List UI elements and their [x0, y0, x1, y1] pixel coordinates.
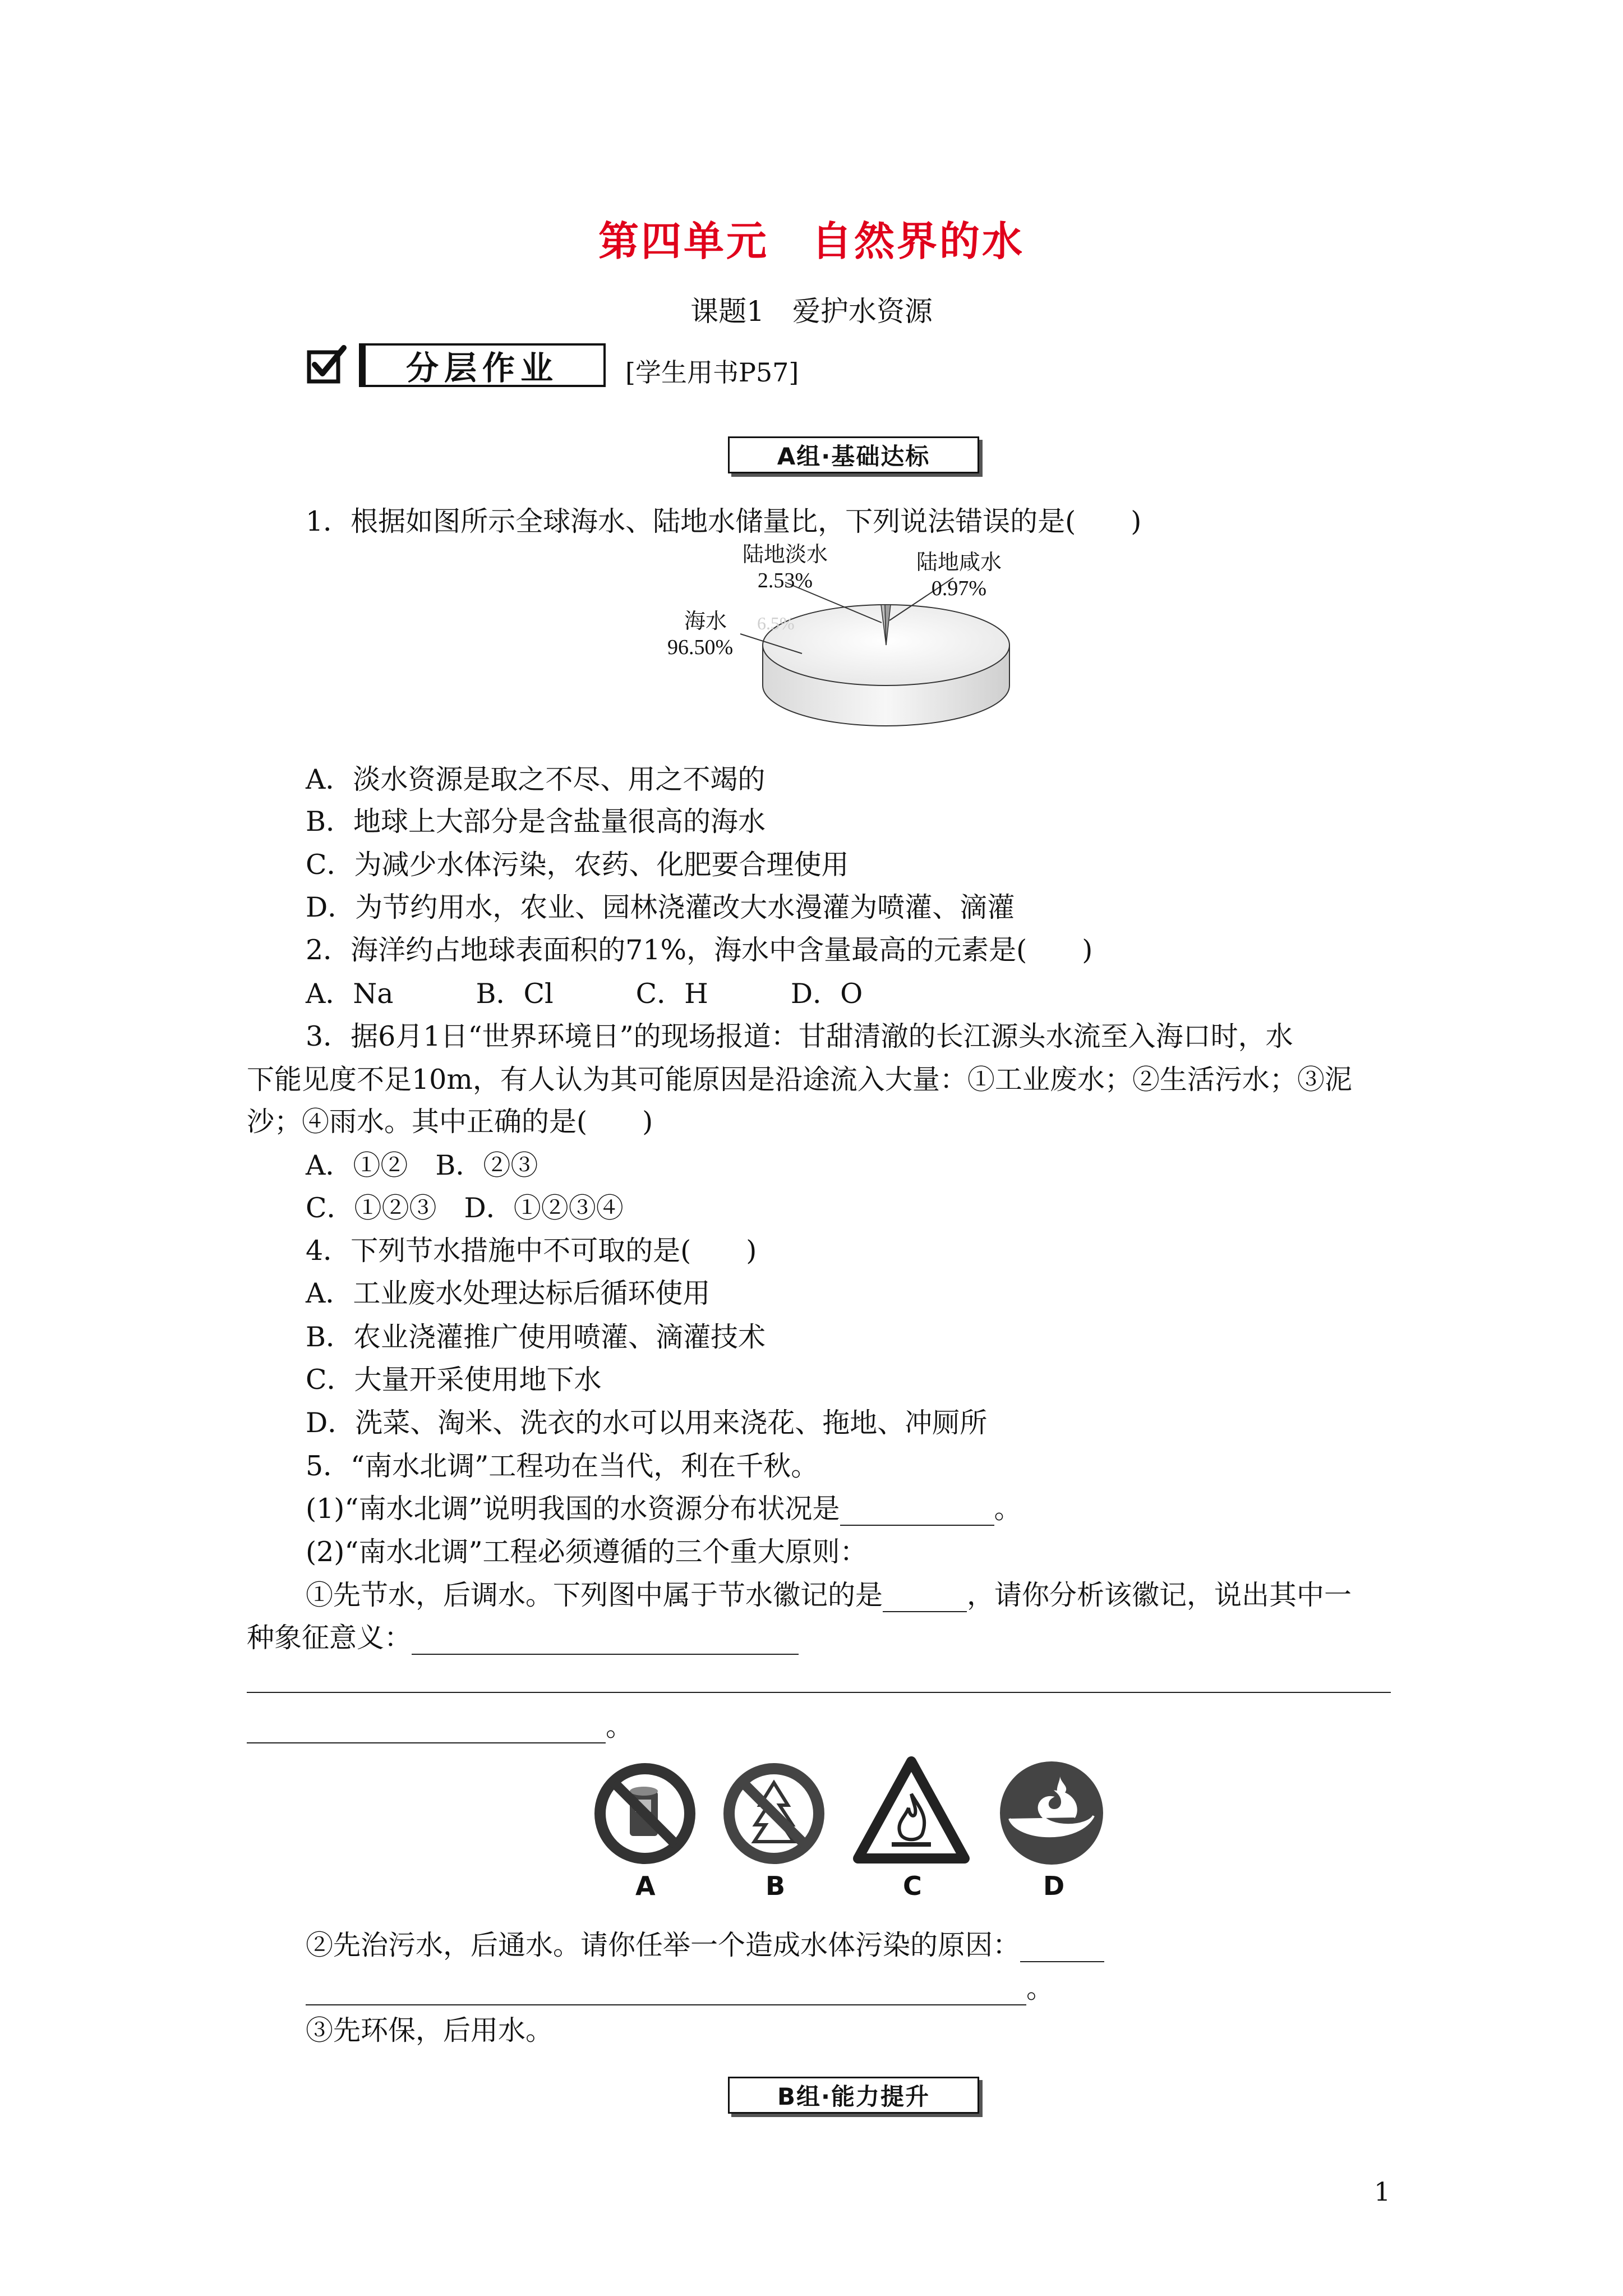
q4-option-c: C．大量开采使用地下水 [306, 1364, 602, 1396]
q3-line1: 3．据6月1日“世界环境日”的现场报道：甘甜清澈的长江源头水流至入海口时，水 [306, 1020, 1293, 1052]
sign-d-icon [995, 1757, 1108, 1871]
sign-label-a: A [635, 1871, 656, 1901]
sign-label-c: C [903, 1871, 922, 1901]
q5-part1-text2: ，请你分析该徽记，说出其中一 [967, 1579, 1352, 1611]
q5-meaning-blank-3[interactable] [247, 1715, 606, 1743]
q1-option-b: B．地球上大部分是含盐量很高的海水 [306, 806, 766, 838]
q5-part2 [306, 1929, 1104, 1962]
label-fresh-value: 2.53% [757, 569, 813, 592]
q5-part1-line2 [247, 1621, 799, 1655]
lesson-title: 课题1 爱护水资源 [690, 295, 933, 328]
q3-line2: 下能见度不足10m，有人认为其可能原因是沿途流入大量：①工业废水；②生活污水；③泥 [247, 1064, 1352, 1096]
sign-label-b: B [766, 1871, 786, 1901]
label-salt [903, 550, 1015, 601]
q3-options-ab: A．①② B．②③ [306, 1149, 538, 1181]
q2-stem: 2．海洋约占地球表面积的71%，海水中含量最高的元素是( ) [306, 934, 1093, 966]
q1-option-d: D．为节约用水，农业、园林浇灌改大水漫灌为喷灌、滴灌 [306, 891, 1015, 923]
label-salt-value: 0.97% [931, 577, 987, 600]
book-reference: [学生用书P57] [625, 357, 799, 388]
unit-title: 第四单元 自然界的水 [598, 218, 1025, 265]
label-fresh-name: 陆地淡水 [742, 543, 828, 567]
q5-part1-blank[interactable] [883, 1584, 967, 1612]
q4-option-d: D．洗菜、淘米、洗衣的水可以用来浇花、拖地、冲厕所 [306, 1407, 988, 1439]
q5-sub1-end: 。 [994, 1493, 1022, 1525]
group-b-header [728, 2077, 979, 2114]
q5-sub1-blank[interactable] [840, 1498, 994, 1526]
q5-part2-line2 [306, 1972, 1054, 2005]
sign-label-d: D [1043, 1871, 1065, 1901]
q3-options-cd: C．①②③ D．①②③④ [306, 1192, 624, 1224]
q5-part1 [306, 1579, 1352, 1612]
label-sea [667, 609, 780, 660]
group-b-label: B组·能力提升 [777, 2083, 930, 2110]
q5-meaning-blank-2[interactable] [247, 1692, 1391, 1693]
badge-bar [359, 343, 366, 387]
label-salt-name: 陆地咸水 [916, 551, 1002, 574]
q5-part2-text: ②先治污水，后通水。请你任举一个造成水体污染的原因： [306, 1929, 1021, 1961]
q5-part1-line2-text: 种象征意义： [247, 1622, 412, 1654]
label-sea-value: 96.50% [667, 636, 734, 659]
q5-meaning-blank-1[interactable] [412, 1627, 799, 1655]
sign-a-icon [592, 1760, 698, 1869]
q4-option-b: B．农业浇灌推广使用喷灌、滴灌技术 [306, 1321, 766, 1353]
q1-option-c: C．为减少水体污染，农药、化肥要合理使用 [306, 849, 849, 881]
q5-sub2: (2)“南水北调”工程必须遵循的三个重大原则： [306, 1536, 868, 1568]
q3-line3: 沙；④雨水。其中正确的是( ) [247, 1106, 653, 1138]
q5-part3: ③先环保，后用水。 [306, 2014, 554, 2046]
homework-badge-text: 分层作业 [405, 349, 559, 387]
q4-option-a: A．工业废水处理达标后循环使用 [306, 1277, 711, 1309]
q1-option-a: A．淡水资源是取之不尽、用之不竭的 [306, 763, 766, 795]
q5-meaning-period: 。 [606, 1710, 634, 1742]
q5-meaning-line3 [247, 1710, 633, 1743]
page-number: 1 [1374, 2177, 1391, 2207]
q5-part2-blank-2[interactable] [306, 1977, 1026, 2005]
q5-part2-period: 。 [1026, 1972, 1054, 2004]
sign-c-icon [852, 1755, 970, 1869]
q4-stem: 4．下列节水措施中不可取的是( ) [306, 1235, 757, 1267]
q5-part1-text: ①先节水，后调水。下列图中属于节水徽记的是 [306, 1579, 883, 1611]
q5-part2-blank-1[interactable] [1020, 1934, 1104, 1962]
label-sea-name: 海水 [684, 610, 727, 633]
q5-stem: 5．“南水北调”工程功在当代，利在千秋。 [306, 1450, 819, 1482]
q5-sub1 [306, 1492, 1022, 1526]
label-fresh [729, 542, 841, 593]
checkbox-icon [306, 344, 347, 386]
group-a-header [728, 436, 979, 473]
pie-ghost-text: 6.5% [757, 613, 795, 633]
sign-b-icon [721, 1760, 827, 1869]
group-a-label: A组·基础达标 [777, 443, 930, 470]
q1-stem: 1．根据如图所示全球海水、陆地水储量比，下列说法错误的是( ) [306, 505, 1142, 537]
q5-sub1-text: (1)“南水北调”说明我国的水资源分布状况是 [306, 1493, 840, 1525]
q2-options: A．Na B．Cl C．H D．O [306, 978, 863, 1010]
homework-badge [359, 343, 606, 387]
